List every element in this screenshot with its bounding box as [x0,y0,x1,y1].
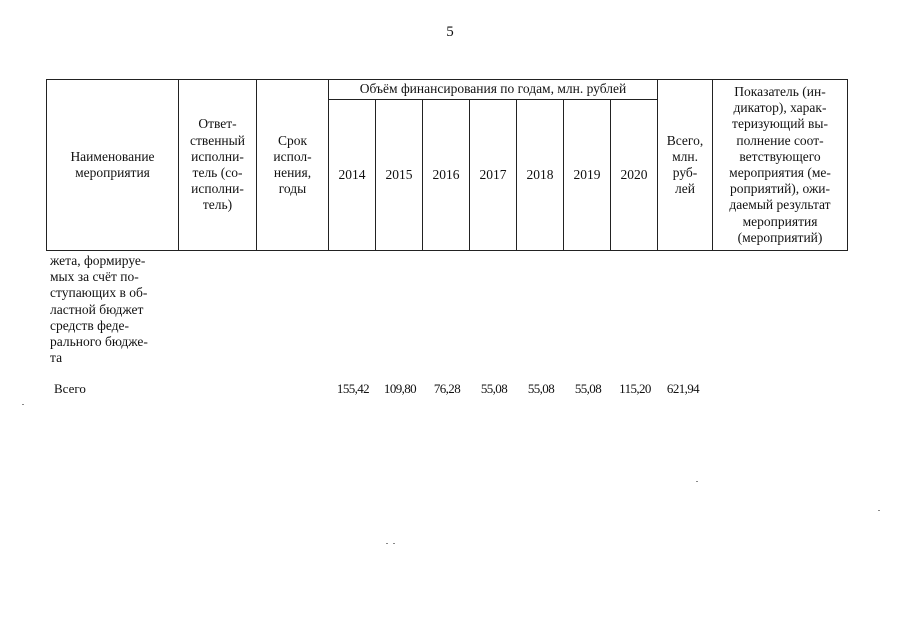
header-event-name: Наименование мероприятия [47,80,179,251]
header-year-2014: 2014 [329,100,376,251]
total-value-2016: 76,28 [433,381,461,396]
header-year-2020: 2020 [611,100,658,251]
funding-table-header [46,79,848,251]
total-value-2014: 155,42 [336,381,370,396]
scan-speck [696,481,698,482]
header-responsible-executor: Ответ- ственный исполни- тель (со- исполни- тель) [179,80,257,251]
header-total-amount: Всего, млн. руб- лей [658,80,713,251]
header-year-2019: 2019 [564,100,611,251]
total-value-2019: 55,08 [574,381,602,396]
header-year-2017: 2017 [470,100,517,251]
scan-speck [386,543,388,544]
event-name-continuation: жета, формируе- мых за счёт по- ступающих в об- ластной бюджет средств феде- рального бюдже- та [50,253,148,366]
total-value-2015: 109,80 [383,381,417,396]
header-year-2015: 2015 [376,100,423,251]
total-row-label: Всего [54,381,86,396]
total-row [0,381,905,399]
page-number: 5 [446,24,454,40]
header-execution-period: Срок испол- нения, годы [257,80,329,251]
header-indicator: Показатель (ин- дикатор), харак- теризующий вы- полнение соот- ветствующего мероприятия (ме- роприятий), ожи- даемый результат мероприятия (мероприятий) [713,80,848,251]
scan-speck [878,510,880,511]
total-value-2017: 55,08 [480,381,508,396]
scan-speck [393,543,395,544]
header-year-2018: 2018 [517,100,564,251]
total-value-2020: 115,20 [619,381,651,396]
total-value-grand: 621,94 [666,381,700,396]
scan-speck [22,404,24,405]
header-funding-by-years: Объём финансирования по годам, млн. рублей [329,80,658,100]
total-value-2018: 55,08 [527,381,555,396]
header-year-2016: 2016 [423,100,470,251]
